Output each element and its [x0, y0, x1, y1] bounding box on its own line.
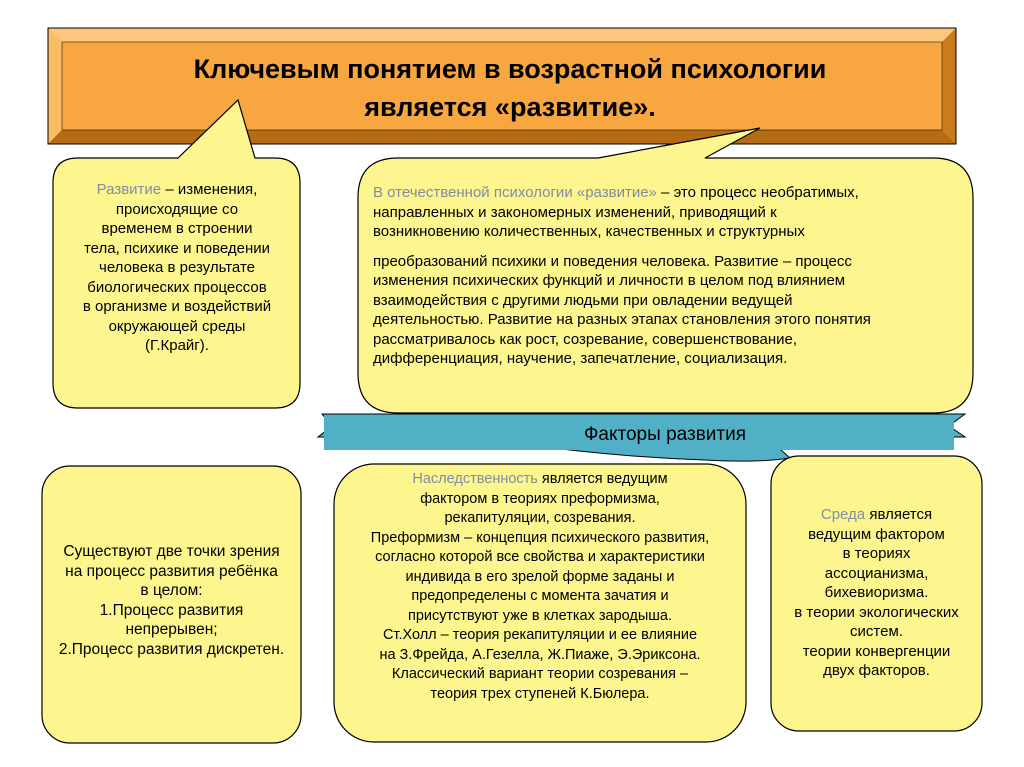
callout-left-text: Развитие – изменения, происходящие со временем в строении тела, психике и поведении человека в результате биологических процессов в организме и воздействий окружающей среды (Г.Крайг).	[82, 181, 272, 354]
box-heredity-text: Наследственность является ведущим фактором в теориях преформизма, рекапитуляции, созревания. Преформизм – концепция психического развития, согласно которой все свойства и характеристики индивида в его зрелой форме заданы и предопределены с момента зачатия и присутствуют уже в клетках зародыша. Ст.Холл – теория рекапитуляции и ее влияние на З.Фрейда, А.Гезелла, Ж.Пиаже, Э.Эриксона. Классический вариант теории созревания – теория трех ступеней К.Бюлера.	[370, 471, 710, 702]
ribbon-label: Факторы развития	[583, 424, 747, 445]
box-views-text: Существуют две точки зрения на процесс развития ребёнка в целом: 1.Процесс развития непрерывен; 2.Процесс развития дискретен.	[58, 543, 285, 658]
title-line-1: Ключевым понятием в возрастной психологии	[193, 54, 827, 84]
callout-right-text: В отечественной психологии «развитие» – это процесс необратимых, направленных и закономерных изменений, приводящий к возникновению количественных, качественных и структурных преобразований психики и поведения человека. Развитие – процесс изменения психических функций и личности в целом под влиянием взаимодействия с другими людьми при овладении ведущей деятельностью. Развитие на разных этапах становления этого понятия рассматривалось как рост, созревание, совершенствование, дифференциация, научение, запечатление, социализация.	[373, 184, 871, 367]
term-native-psychology: В отечественной психологии «развитие»	[373, 184, 657, 201]
term-development: Развитие	[96, 181, 162, 198]
title-line-2: является «развитие».	[364, 92, 656, 122]
term-environment: Среда	[820, 506, 866, 523]
slide-title	[75, 50, 945, 126]
box-environment-text: Среда является ведущим фактором в теориях ассоцианизма, бихевиоризма. в теории экологических систем. теории конвергенции двух факторов.	[794, 506, 959, 679]
term-heredity: Наследственность	[412, 471, 538, 487]
